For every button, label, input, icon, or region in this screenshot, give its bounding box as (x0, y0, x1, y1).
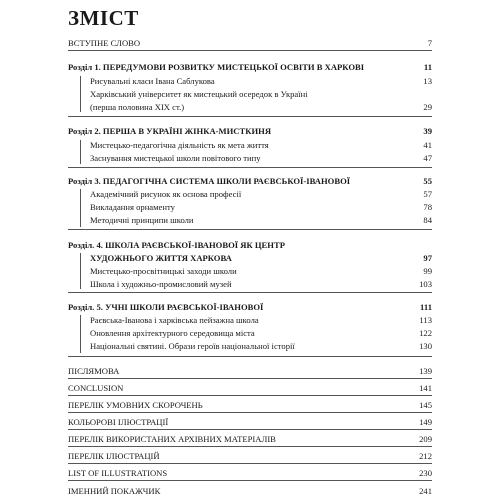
section-bar (80, 253, 81, 289)
divider (68, 480, 432, 481)
divider (68, 378, 432, 379)
toc-entry-text: CONCLUSION (68, 383, 124, 393)
toc-entry-page: 103 (419, 279, 432, 289)
toc-entry-page: 111 (420, 302, 432, 312)
divider (68, 446, 432, 447)
toc-entry-conclusion (68, 383, 432, 394)
toc-entry-text: Розділ 1. ПЕРЕДУМОВИ РОЗВИТКУ МИСТЕЦЬКОЇ ОСВІТИ В ХАРКОВІ (68, 62, 365, 72)
toc-entry (90, 140, 432, 151)
toc-entry-text: Заснування мистецької школи повітового типу (90, 153, 261, 163)
toc-entry-text: Оновлення архітектурного середовища міста (90, 328, 255, 338)
toc-entry-page: 7 (427, 38, 432, 48)
toc-entry-page: 13 (423, 76, 432, 86)
toc-entry-text: ХУДОЖНЬОГО ЖИТТЯ ХАРКОВА (90, 253, 232, 263)
page-title: ЗМІСТ (68, 6, 139, 30)
toc-entry-text: Мистецько-просвітницькі заходи школи (90, 266, 237, 276)
section-bar (80, 315, 81, 353)
toc-entry-text: Раєвська-Іванова і харківська пейзажна школа (90, 315, 259, 325)
toc-entry-archival-materials (68, 434, 432, 445)
toc-entry-text: Академічний рисунок як основа професії (90, 189, 242, 199)
toc-entry-index (68, 486, 432, 497)
toc-entry-text: Розділ 2. ПЕРША В УКРАЇНІ ЖІНКА-МИСТКИНЯ (68, 126, 272, 136)
toc-entry-text: ПЕРЕЛІК ІЛЮСТРАЦІЙ (68, 451, 160, 461)
toc-entry-text: (перша половина XIX ст.) (90, 102, 185, 112)
toc-entry (90, 266, 432, 277)
toc-entry-text: Розділ 3. ПЕДАГОГІЧНА СИСТЕМА ШКОЛИ РАЄВСЬКОЇ-ІВАНОВОЇ (68, 176, 351, 186)
toc-entry-page: 11 (423, 62, 432, 72)
toc-entry-text: Рисувальні класи Івана Саблукова (90, 76, 215, 86)
divider (68, 429, 432, 430)
toc-entry-page: 212 (419, 451, 432, 461)
toc-entry-text: ПЕРЕЛІК УМОВНИХ СКОРОЧЕНЬ (68, 400, 203, 410)
toc-entry-page: 97 (423, 253, 432, 263)
toc-entry (90, 76, 432, 87)
toc-entry-page: 145 (419, 400, 432, 410)
divider (68, 463, 432, 464)
toc-entry (90, 341, 432, 352)
toc-chapter-5 (68, 302, 432, 313)
toc-entry-page: 84 (423, 215, 432, 225)
toc-entry-text: ПІСЛЯМОВА (68, 366, 120, 376)
toc-entry-text: Мистецько-педагогічна діяльність як мета життя (90, 140, 269, 150)
toc-entry (90, 202, 432, 213)
toc-entry-color-illustrations (68, 417, 432, 428)
toc-entry-text: Харківський університет як мистецький осередок в Україні (90, 89, 308, 99)
toc-entry-text: LIST OF ILLUSTRATIONS (68, 468, 168, 478)
toc-entry-page: 241 (419, 486, 432, 496)
toc-entry-text: Школа і художньо-промисловий музей (90, 279, 232, 289)
divider (68, 229, 432, 230)
toc-entry-page: 47 (423, 153, 432, 163)
toc-entry-text: Розділ. 4. ШКОЛА РАЄВСЬКОЇ-ІВАНОВОЇ ЯК ЦЕНТР (68, 240, 285, 250)
toc-entry-afterword (68, 366, 432, 377)
toc-entry-page: 122 (419, 328, 432, 338)
toc-entry-list-of-illustrations (68, 468, 432, 479)
toc-entry-text: ВСТУПНЕ СЛОВО (68, 38, 141, 48)
toc-entry-text: КОЛЬОРОВІ ІЛЮСТРАЦІЇ (68, 417, 169, 427)
toc-entry-text: Національні святині. Образи героїв національної історії (90, 341, 295, 351)
toc-entry (90, 315, 432, 326)
toc-entry-page: 39 (423, 126, 432, 136)
divider (68, 167, 432, 168)
toc-entry-page: 149 (419, 417, 432, 427)
toc-entry-text: ПЕРЕЛІК ВИКОРИСТАНИХ АРХІВНИХ МАТЕРІАЛІВ (68, 434, 276, 444)
toc-entry (90, 102, 432, 113)
toc-entry-page: 29 (423, 102, 432, 112)
toc-entry (90, 328, 432, 339)
divider (68, 50, 432, 51)
toc-entry-page: 113 (419, 315, 432, 325)
toc-entry-page: 130 (419, 341, 432, 351)
toc-entry-page: 209 (419, 434, 432, 444)
section-bar (80, 76, 81, 112)
toc-chapter-1 (68, 62, 432, 73)
toc-entry-page: 141 (419, 383, 432, 393)
toc-entry-illustrations-list (68, 451, 432, 462)
divider (68, 395, 432, 396)
toc-entry-text: Методичні принципи школи (90, 215, 194, 225)
toc-chapter-4-cont (90, 253, 432, 264)
section-bar (80, 140, 81, 164)
divider (68, 292, 432, 293)
toc-entry (90, 189, 432, 200)
toc-entry-page: 139 (419, 366, 432, 376)
toc-entry-abbreviations (68, 400, 432, 411)
toc-entry-text: Розділ. 5. УЧНІ ШКОЛИ РАЄВСЬКОЇ-ІВАНОВОЇ (68, 302, 264, 312)
toc-entry-text: Викладання орнаменту (90, 202, 175, 212)
toc-entry-page: 41 (423, 140, 432, 150)
divider (68, 116, 432, 117)
toc-entry-page: 99 (423, 266, 432, 276)
toc-entry-page: 78 (423, 202, 432, 212)
toc-entry (90, 153, 432, 164)
toc-entry-intro (68, 38, 432, 49)
toc-entry-page: 57 (423, 189, 432, 199)
divider (68, 412, 432, 413)
toc-entry (90, 279, 432, 290)
section-bar (80, 189, 81, 227)
toc-entry (90, 215, 432, 226)
toc-entry-page: 230 (419, 468, 432, 478)
toc-entry (90, 89, 432, 100)
toc-entry-text: ІМЕННИЙ ПОКАЖЧИК (68, 486, 161, 496)
toc-entry-page: 55 (423, 176, 432, 186)
divider (68, 356, 432, 357)
toc-chapter-2 (68, 126, 432, 137)
toc-chapter-3 (68, 176, 432, 187)
toc-chapter-4 (68, 240, 432, 251)
